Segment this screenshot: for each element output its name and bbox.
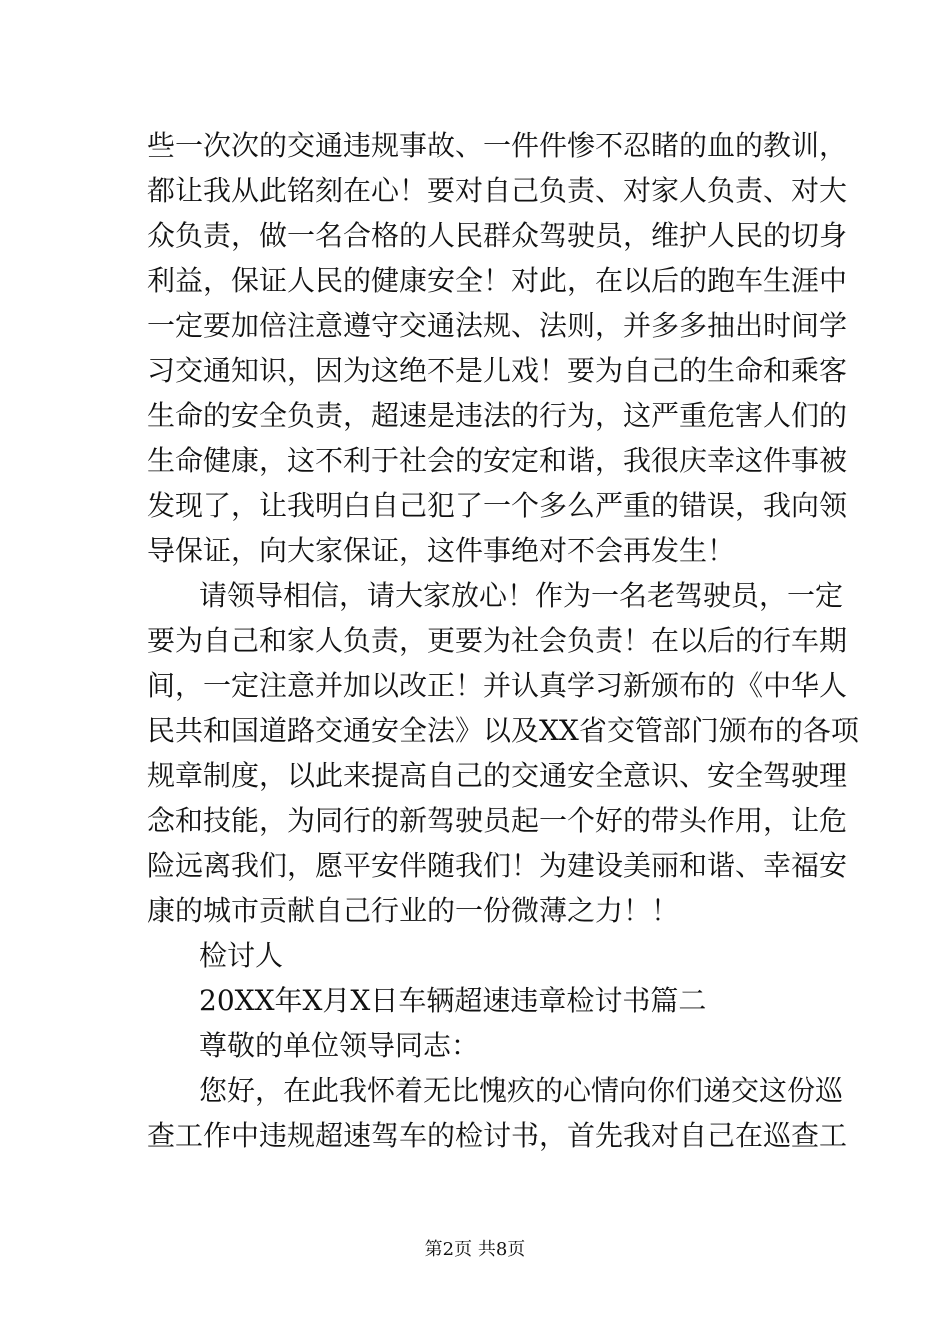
text-line: 念和技能，为同行的新驾驶员起一个好的带头作用，让危 — [147, 804, 848, 837]
text-line: 发现了，让我明白自己犯了一个多么严重的错误，我向领 — [147, 489, 848, 522]
text-line: 康的城市贡献自己行业的一份微薄之力！！ — [147, 894, 680, 927]
paragraph-first-line: 您好，在此我怀着无比愧疚的心情向你们递交这份巡 — [199, 1074, 844, 1107]
text-line: 规章制度，以此来提高自己的交通安全意识、安全驾驶理 — [147, 759, 848, 792]
text-line: 利益，保证人民的健康安全！对此，在以后的跑车生涯中 — [147, 264, 848, 297]
text-line: 一定要加倍注意遵守交通法规、法则，并多多抽出时间学 — [147, 309, 848, 342]
text-line: 险远离我们，愿平安伴随我们！为建设美丽和谐、幸福安 — [147, 849, 848, 882]
text-line: 导保证，向大家保证，这件事绝对不会再发生！ — [147, 534, 736, 567]
text-line: 都让我从此铭刻在心！要对自己负责、对家人负责、对大 — [147, 174, 848, 207]
text-line: 生命健康，这不利于社会的安定和谐，我很庆幸这件事被 — [147, 444, 848, 477]
text-line: 些一次次的交通违规事故、一件件惨不忍睹的血的教训， — [147, 129, 848, 162]
text-line: 习交通知识，因为这绝不是儿戏！要为自己的生命和乘客 — [147, 354, 848, 387]
section-heading: 20XX年X月X日车辆超速违章检讨书篇二 — [199, 984, 707, 1017]
text-line: 间，一定注意并加以改正！并认真学习新颁布的《中华人 — [147, 669, 848, 702]
text-line: 生命的安全负责，超速是违法的行为，这严重危害人们的 — [147, 399, 848, 432]
paragraph-first-line: 请领导相信，请大家放心！作为一名老驾驶员，一定 — [199, 579, 844, 612]
text-line: 民共和国道路交通安全法》以及XX省交管部门颁布的各项 — [147, 714, 859, 747]
page-number-footer: 第2页 共8页 — [424, 1239, 526, 1260]
salutation: 尊敬的单位领导同志： — [199, 1029, 480, 1062]
text-line: 查工作中违规超速驾车的检讨书，首先我对自己在巡查工 — [147, 1119, 848, 1152]
signature-label: 检讨人 — [199, 939, 284, 972]
text-line: 众负责，做一名合格的人民群众驾驶员，维护人民的切身 — [147, 219, 848, 252]
text-line: 要为自己和家人负责，更要为社会负责！在以后的行车期 — [147, 624, 848, 657]
